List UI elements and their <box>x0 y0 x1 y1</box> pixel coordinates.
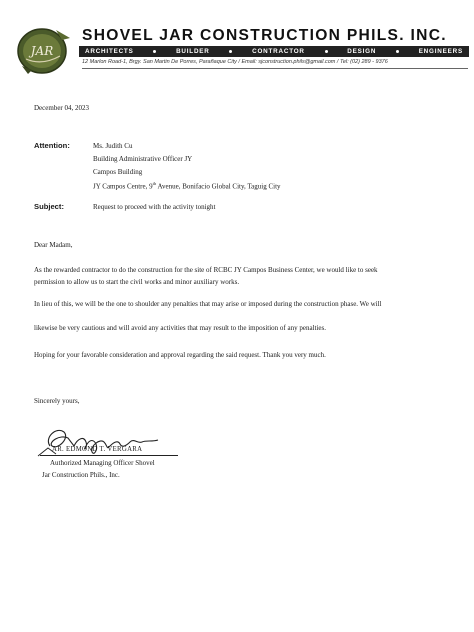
company-address: 12 Marlon Road-1, Brgy. San Martin De Porres, Parañaque City / Email: sjconstruction.phils@gmail.com / Tel: (02) 289 - 9376 <box>82 59 388 65</box>
logo-text: JAR <box>30 44 54 58</box>
signatory-name: AR. EDMOND T. VERGARA <box>52 446 143 453</box>
paragraph-2-line-1: In lieu of this, we will be the one to shoulder any penalties that may arise or imposed during the construction phase. We will <box>34 300 382 308</box>
recipient-title: Building Administrative Officer JY <box>93 155 193 163</box>
paragraph-3-line-1: Hoping for your favorable consideration and approval regarding the said request. Thank you very much. <box>34 351 326 359</box>
separator-dot <box>153 50 156 53</box>
service-contractor: CONTRACTOR <box>252 48 305 55</box>
services-band <box>79 46 469 57</box>
service-engineers: ENGINEERS <box>418 48 463 55</box>
salutation: Dear Madam, <box>34 241 73 249</box>
separator-dot <box>396 50 399 53</box>
service-design: DESIGN <box>347 48 377 55</box>
service-architects: ARCHITECTS <box>85 48 134 55</box>
paragraph-2-line-2: likewise be very cautious and will avoid any activities that may result to the imposition of any penalties. <box>34 324 326 332</box>
separator-dot <box>229 50 232 53</box>
attention-label: Attention: <box>34 141 70 150</box>
separator-dot <box>325 50 328 53</box>
paragraph-1-line-1: As the rewarded contractor to do the construction for the site of RCBC JY Campos Business Center, we would like to seek <box>34 266 378 274</box>
company-name: SHOVEL JAR CONSTRUCTION PHILS. INC. <box>82 27 447 44</box>
recipient-building: Campos Building <box>93 168 143 176</box>
recipient-name: Ms. Judith Cu <box>93 142 133 150</box>
closing: Sincerely yours, <box>34 397 80 405</box>
service-builder: BUILDER <box>176 48 210 55</box>
subject-text: Request to proceed with the activity tonight <box>93 203 216 211</box>
header-divider <box>82 68 468 69</box>
signatory-title-line-2: Jar Construction Phils., Inc. <box>42 471 120 479</box>
recipient-address: JY Campos Centre, 9th Avenue, Bonifacio Global City, Taguig City <box>93 181 281 191</box>
company-logo <box>16 26 72 76</box>
signatory-title-line-1: Authorized Managing Officer Shovel <box>50 459 155 467</box>
letter-date: December 04, 2023 <box>34 104 90 112</box>
paragraph-1-line-2: permission to allow us to start the civil works and minor auxiliary works. <box>34 278 240 286</box>
signature-line <box>40 455 178 456</box>
subject-label: Subject: <box>34 202 64 211</box>
